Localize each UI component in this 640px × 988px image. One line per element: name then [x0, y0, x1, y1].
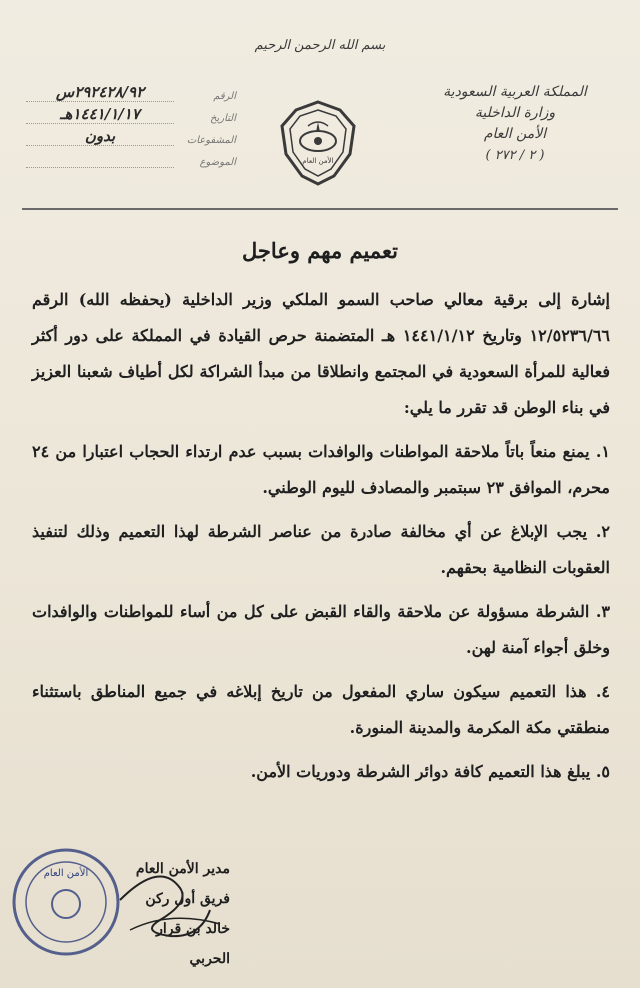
letterhead-department: الأمن العام [483, 126, 547, 142]
meta-number-value: ٢٩٢٤٢٨/٩٢س [26, 83, 174, 102]
body-item-3: ٣. الشرطة مسؤولة عن ملاحقة والقاء القبض على كل من أساء للمواطنات والوافدات وخلق أجواء آمنة لهن. [32, 602, 610, 657]
body-item-4: ٤. هذا التعميم سيكون ساري المفعول من تاريخ إبلاغه في جميع المناطق باستثناء منطقتي مكة المكرمة والمدينة المنورة. [32, 682, 610, 737]
public-security-emblem-icon [276, 96, 360, 188]
body-item-2: ٢. يجب الإبلاغ عن أي مخالفة صادرة من عناصر الشرطة لهذا التعميم وذلك لتنفيذ العقوبات النظامية بحقهم. [32, 522, 610, 577]
body-item-5: ٥. يبلغ هذا التعميم كافة دوائر الشرطة ودوريات الأمن. [250, 762, 610, 781]
letterhead-kingdom: المملكة العربية السعودية [443, 84, 587, 100]
meta-attachments-value: بدون [26, 127, 174, 146]
body-intro: إشارة إلى برقية معالي صاحب السمو الملكي وزير الداخلية (يحفظه الله) الرقم ١٢/٥٢٣٦/٦٦ وتاريخ ١٤٤١/١/١٢ هـ المتضمنة حرص القيادة في المملكة على دور أكثر فعالية للمرأة السعودية في المجتمع وانطلاقا من مبدأ الشراكة لكل أطياف شعبنا العزيز في بناء الوطن قد تقرر ما يلي: [32, 290, 611, 417]
meta-number-label: الرقم [213, 91, 236, 102]
meta-subject-row [26, 146, 236, 168]
signature-name: خالد بن قرار الحربي [156, 921, 230, 967]
signature-title: مدير الأمن العام [135, 861, 230, 877]
meta-number-row [26, 80, 236, 102]
emblem-text: الأمن العام [302, 157, 334, 165]
body-item-1: ١. يمنع منعاً باتاً ملاحقة المواطنات والوافدات بسبب عدم ارتداء الحجاب اعتبارا من ٢٤ محرم، الموافق ٢٣ سبتمبر والمصادف لليوم الوطني. [32, 442, 610, 497]
letterhead-right [420, 82, 610, 166]
meta-attachments-label: المشفوعات [186, 135, 236, 146]
meta-date-value: ١٤٤١/١/١٧هـ [26, 105, 174, 124]
meta-date-label: التاريخ [210, 113, 236, 124]
document-meta [26, 80, 236, 168]
document-body [32, 282, 610, 798]
letterhead-ministry: وزارة الداخلية [474, 105, 556, 121]
handwritten-signature-icon [10, 840, 260, 980]
letterhead-reference: ( ٢ / ٢٧٢ ) [485, 148, 545, 163]
meta-subject-value [26, 167, 174, 168]
meta-attachments-row [26, 124, 236, 146]
header-divider [22, 208, 618, 211]
basmala: بسم الله الرحمن الرحيم [254, 38, 386, 53]
meta-date-row [26, 102, 236, 124]
signature-rank: فريق أول ركن [145, 891, 230, 907]
meta-subject-label: الموضوع [199, 157, 236, 168]
seal-text: الأمن العام [43, 868, 89, 879]
document-title: تعميم مهم وعاجل [242, 238, 398, 263]
